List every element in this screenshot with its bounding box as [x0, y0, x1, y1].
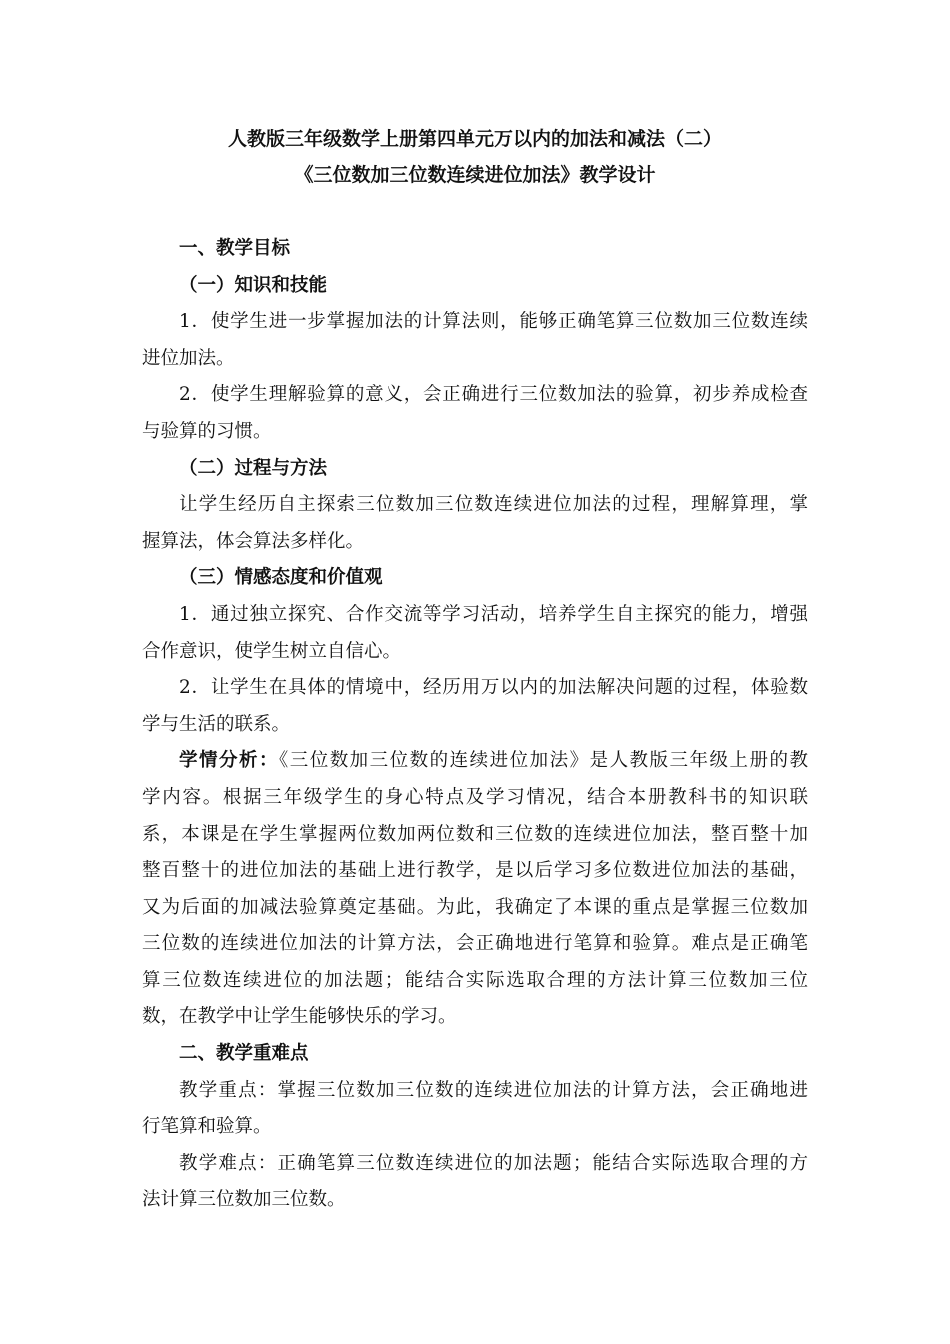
- paragraph-line: [142, 890, 808, 927]
- paragraph-line: [142, 414, 808, 451]
- paragraph-line: [142, 963, 808, 1000]
- line-text: （一）知识和技能: [179, 274, 328, 296]
- line-text: 教学重点：掌握三位数加三位数的连续进位加法的计算方法，会正确地进: [179, 1079, 808, 1101]
- line-text: 1．使学生进一步掌握加法的计算法则，能够正确笔算三位数加三位数连续: [179, 311, 808, 333]
- line-text: 《三位数加三位数的连续进位加法》是人教版三年级上册的教: [278, 750, 808, 772]
- paragraph-line: [142, 1109, 808, 1146]
- line-text: 1．通过独立探究、合作交流等学习活动，培养学生自主探究的能力，增强: [179, 603, 808, 625]
- paragraph-line: [142, 853, 808, 890]
- paragraph-line: [142, 1182, 808, 1219]
- paragraph-line: [142, 999, 808, 1036]
- line-text: 2．让学生在具体的情境中，经历用万以内的加法解决问题的过程，体验数: [179, 677, 808, 699]
- line-text: （二）过程与方法: [179, 457, 328, 479]
- paragraph-line: [142, 670, 808, 707]
- document-title-line-2: 《三位数加三位数连续进位加法》教学设计: [294, 164, 656, 186]
- paragraph-line: [142, 926, 808, 963]
- paragraph-line: [142, 487, 808, 524]
- section-heading: [142, 451, 808, 488]
- line-text: 学与生活的联系。: [142, 713, 291, 735]
- section-heading: [142, 231, 808, 268]
- line-text: 一、教学目标: [179, 238, 291, 259]
- section-heading: [142, 560, 808, 597]
- paragraph-line: [142, 743, 808, 780]
- paragraph-line: [142, 524, 808, 561]
- paragraph-line: [142, 817, 808, 854]
- line-text: 行笔算和验算。: [142, 1116, 272, 1138]
- paragraph-line: [142, 1146, 808, 1183]
- line-text: 进位加法。: [142, 347, 235, 369]
- line-text: 二、教学重难点: [179, 1043, 309, 1065]
- document-body: [142, 231, 808, 1219]
- section-heading: [142, 268, 808, 305]
- line-text: 系，本课是在学生掌握两位数加两位数和三位数的连续进位加法，整百整十加: [142, 823, 808, 845]
- paragraph-line: [142, 1073, 808, 1110]
- line-text: 合作意识，使学生树立自信心。: [142, 640, 402, 662]
- paragraph-line: [142, 304, 808, 341]
- line-text: 与验算的习惯。: [142, 420, 272, 442]
- line-text: 数，在教学中让学生能够快乐的学习。: [142, 1006, 457, 1028]
- line-text: 握算法，体会算法多样化。: [142, 530, 365, 552]
- line-text: 2．使学生理解验算的意义，会正确进行三位数加法的验算，初步养成检查: [179, 384, 808, 406]
- line-text: 又为后面的加减法验算奠定基础。为此，我确定了本课的重点是掌握三位数加: [142, 896, 808, 918]
- line-text: （三）情感态度和价值观: [179, 567, 383, 589]
- paragraph-lead-label: 学情分析：: [179, 750, 279, 772]
- paragraph-line: [142, 341, 808, 378]
- document-title-line-1: 人教版三年级数学上册第四单元万以内的加法和减法（二）: [227, 128, 722, 150]
- line-text: 三位数的连续进位加法的计算方法，会正确地进行笔算和验算。难点是正确笔: [142, 933, 808, 955]
- line-text: 学内容。根据三年级学生的身心特点及学习情况，结合本册教科书的知识联: [142, 786, 808, 808]
- paragraph-line: [142, 780, 808, 817]
- paragraph-line: [142, 377, 808, 414]
- line-text: 算三位数连续进位的加法题；能结合实际选取合理的方法计算三位数加三位: [142, 969, 808, 991]
- paragraph-line: [142, 597, 808, 634]
- line-text: 让学生经历自主探索三位数加三位数连续进位加法的过程，理解算理，掌: [179, 494, 808, 516]
- section-heading: [142, 1036, 808, 1073]
- line-text: 法计算三位数加三位数。: [142, 1189, 346, 1211]
- paragraph-line: [142, 707, 808, 744]
- line-text: 教学难点：正确笔算三位数连续进位的加法题；能结合实际选取合理的方: [179, 1152, 808, 1174]
- line-text: 整百整十的进位加法的基础上进行教学，是以后学习多位数进位加法的基础，: [142, 860, 808, 882]
- paragraph-line: [142, 634, 808, 671]
